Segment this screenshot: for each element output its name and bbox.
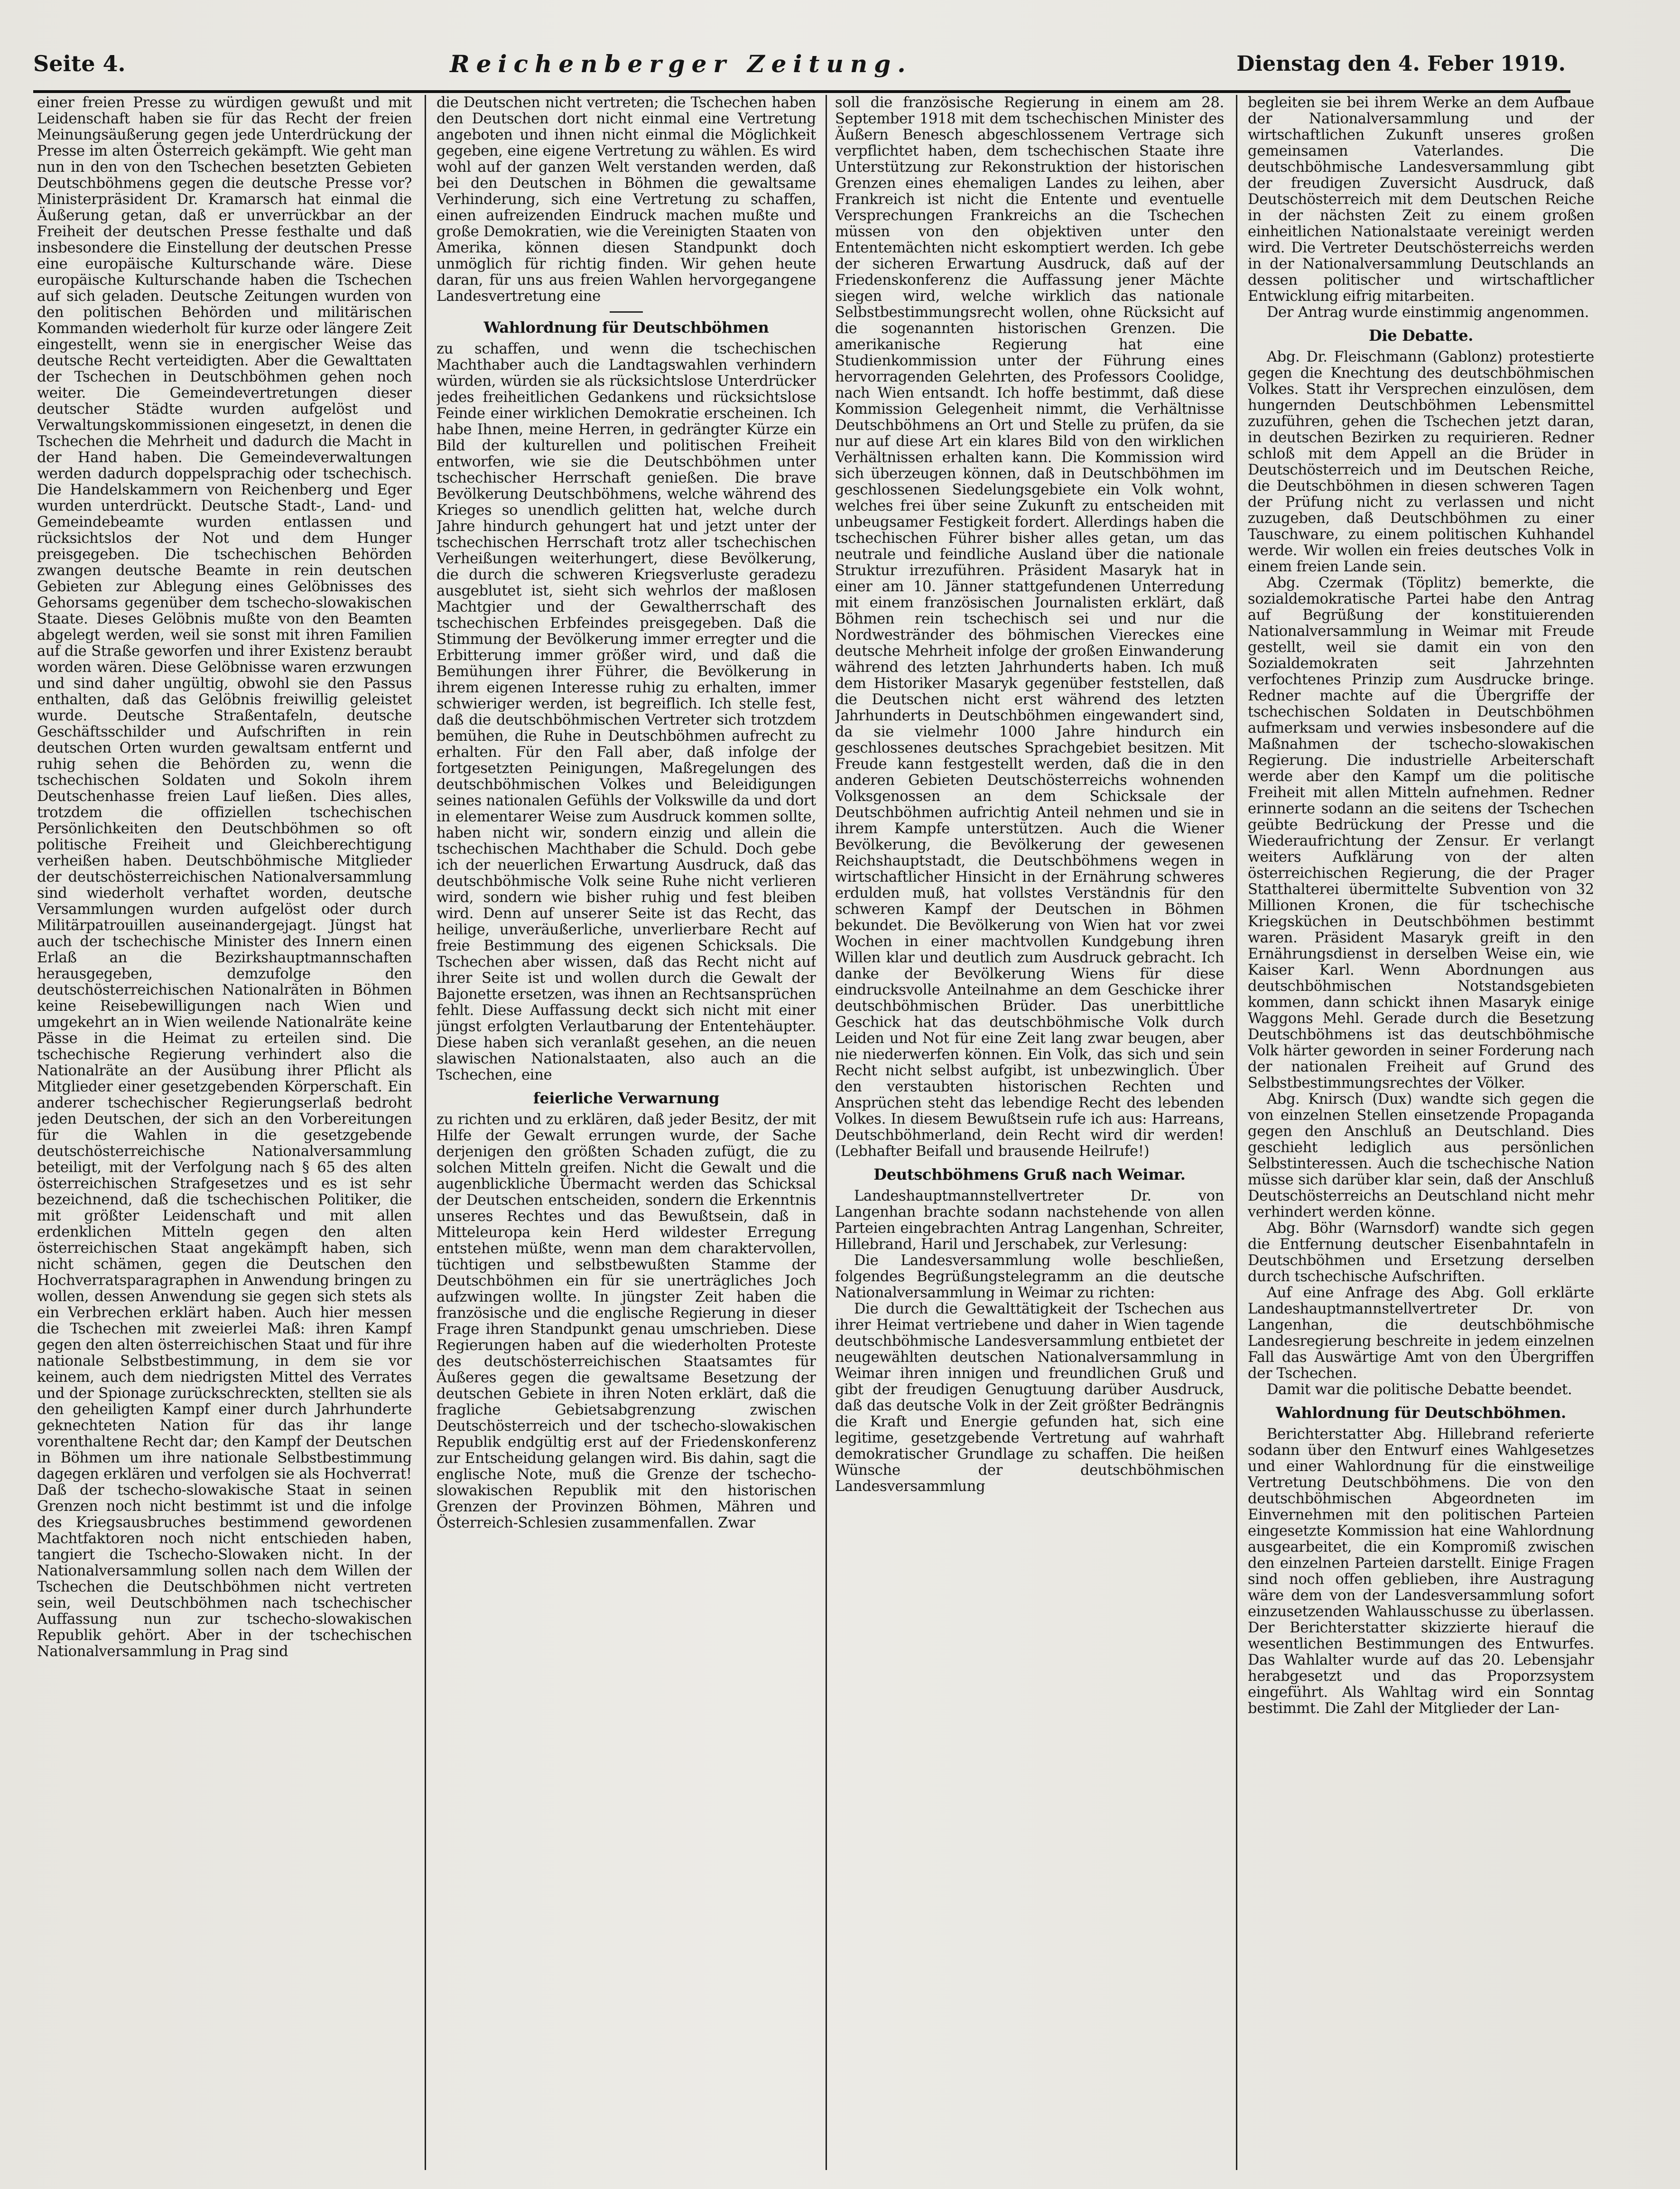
section-heading: Deutschböhmens Gruß nach Weimar.: [873, 1165, 1186, 1183]
section-heading: Wahlordnung für Deutschböhmen: [483, 318, 769, 336]
issue-date: Dienstag den 4. Feber 1919.: [1236, 51, 1566, 76]
section-heading: Wahlordnung für Deutschböhmen.: [1276, 1404, 1566, 1422]
telegram-paragraph: Die durch die Gewalttätigkeit der Tschechen aus ihrer Heimat vertriebene und daher in Wien tagende deutschböhmische Landesversammlung entbietet der neugewählten deutschen Nationalversammlung in Weimar ihren innigen und freundlichen Gruß und gibt der freudigen Genugtuung darüber Ausdruck, daß das deutsche Volk in der Zeit größter Bedrängnis die Kraft und Energie gefunden hat, sich eine legitime, gesetzgebende Vertretung auf wahrhaft demokratischer Grundlage zu schaffen. Die heißen Wünsche der deutschböhmischen Landesversammlung: [835, 1301, 1224, 1495]
article-paragraph: zu richten und zu erklären, daß jeder Besitz, der mit Hilfe der Gewalt errungen wurde, der Sache derjenigen den größten Schaden zufügt, die zu solchen Mitteln greifen. Nicht die Gewalt und die augenblickliche Übermacht werden das Schicksal der Deutschen entscheiden, sondern die Erkenntnis unseres Rechtes und das Bewußtsein, daß in Mitteleuropa kein Herd wildester Erregung entstehen müßte, wenn man dem charaktervollen, tüchtigen und selbstbewußten Stamme der Deutschböhmen ein für sie unerträgliches Joch aufzwingen wollte. In jüngster Zeit haben die französische und die englische Regierung in dieser Frage ihren Standpunkt genau umschrieben. Diese Regierungen haben auf die wiederholten Proteste des deutschösterreichischen Staatsamtes für Äußeres gegen die gewaltsame Besetzung der deutschen Gebiete in ihren Noten erklärt, daß die fragliche Gebietsabgrenzung zwischen Deutschösterreich und der tschecho-slowakischen Republik endgültig erst auf der Friedenskonferenz zur Entscheidung gelangen wird. Bis dahin, sagt die englische Note, muß die Grenze der tschecho-slowakischen Republik mit den historischen Grenzen der Provinzen Böhmen, Mähren und Österreich-Schlesien zusammenfallen. Zwar: [436, 1111, 816, 1531]
column-1: [37, 95, 412, 2170]
article-paragraph: einer freien Presse zu würdigen gewußt und mit Leidenschaft haben sie für das Recht der freien Meinungsäußerung gegen jede Unterdrückung der Presse im alten Österreich gekämpft. Wie geht man nun in den von den Tschechen besetzten Gebieten Deutschböhmens gegen die deutsche Presse vor? Ministerpräsident Dr. Kramarsch hat einmal die Äußerung getan, daß er unverrückbar an der Freiheit der deutschen Presse festhalte und daß insbesondere die Einstellung der deutschen Presse eine europäische Kulturschande wäre. Diese europäische Kulturschande haben die Tschechen auf sich geladen. Deutsche Zeitungen wurden von den politischen Behörden und militärischen Kommanden wiederholt für kurze oder längere Zeit eingestellt, wenn sie in energischer Weise das deutsche Recht verteidigten. Aber die Gewalttaten der Tschechen in Deutschböhmen gehen noch weiter. Die Gemeindevertretungen dieser deutscher Städte wurden aufgelöst und Verwaltungskommissionen eingesetzt, in denen die Tschechen die Mehrheit und dadurch die Macht in der Hand haben. Die Gemeindeverwaltungen werden dadurch doppelsprachig oder tschechisch. Die Handelskammern von Reichenberg und Eger wurden unterdrückt. Deutsche Stadt-, Land- und Gemeindebeamte wurden entlassen und rücksichtslos der Not und dem Hunger preisgegeben. Die tschechischen Behörden zwangen deutsche Beamte in rein deutschen Gebieten zur Ablegung eines Gelöbnisses des Gehorsams gegenüber dem tschecho-slowakischen Staate. Dieses Gelöbnis mußte von den Beamten abgelegt werden, weil sie sonst mit ihren Familien auf die Straße geworfen und ihrer Existenz beraubt worden wären. Diese Gelöbnisse waren erzwungen und sind daher ungültig, obwohl sie den Passus enthalten, daß das Gelöbnis freiwillig geleistet wurde. Deutsche Straßentafeln, deutsche Geschäftsschilder und Aufschriften in rein deutschen Orten wurden gewaltsam entfernt und ruhig sehen die Behörden zu, wenn die tschechischen Soldaten und Sokoln ihrem Deutschenhasse freien Lauf ließen. Dies alles, trotzdem die offiziellen tschechischen Persönlichkeiten den Deutschböhmen so oft politische Freiheit und Gleichberechtigung verheißen haben. Deutschböhmische Mitglieder der deutschösterreichischen Nationalversammlung sind wiederholt verhaftet worden, deutsche Versammlungen wurden aufgelöst oder durch Militärpatrouillen auseinandergejagt. Jüngst hat auch der tschechische Minister des Innern einen Erlaß an die Bezirkshauptmannschaften herausgegeben, demzufolge den deutschösterreichischen Nationalräten in Böhmen keine Reisebewilligungen nach Wien und umgekehrt an in Wien weilende Nationalräte keine Pässe in die Heimat zu erteilen sind. Die tschechische Regierung verhindert also die Nationalräte an der Ausübung ihrer Pflicht als Mitglieder einer gesetzgebenden Körperschaft. Ein anderer tschechischer Regierungserlaß bedroht jeden Deutschen, der sich an den Vorbereitungen für die Wahlen in die gesetzgebende deutschösterreichische Nationalversammlung beteiligt, mit der Verfolgung nach § 65 des alten österreichischen Strafgesetzes und es ist sehr bezeichnend, daß die tschechischen Politiker, die mit größter Leidenschaft und mit allen erdenklichen Mitteln gegen den alten österreichischen Staat angekämpft haben, sich nicht schämen, gegen die Deutschen den Hochverratsparagraphen in Anwendung bringen zu wollen, dessen Anwendung sie gegen sich stets als ein Verbrechen erklärt haben. Auch hier messen die Tschechen mit zweierlei Maß: ihren Kampf gegen den alten österreichischen Staat und für ihre nationale Selbstbestimmung, in dem sie vor keinem, auch dem niedrigsten Mittel des Verrates und der Spionage zurückschreckten, stellten sie als den geheiligten Kampf einer durch Jahrhunderte geknechteten Nation für das ihr lange vorenthaltene Recht dar; den Kampf der Deutschen in Böhmen um ihre nationale Selbstbestimmung dagegen erklären und verfolgen sie als Hochverrat! Daß der tschecho-slowakische Staat in seinen Grenzen noch nicht bestimmt ist und die infolge des Kriegsausbruches bestimmend gewordenen Machtfaktoren noch nicht entschieden haben, tangiert die Tschecho-Slowaken nicht. In der Nationalversammlung sollen nach dem Willen der Tschechen die Deutschböhmen nicht vertreten sein, weil Deutschböhmen nach tschechischer Auffassung nun zur tschecho-slowakischen Republik gehört. Aber in der tschechischen Nationalversammlung in Prag sind: [37, 95, 412, 1660]
section-heading: Die Debatte.: [1368, 326, 1474, 345]
article-paragraph: Damit war die politische Debatte beendet.: [1267, 1381, 1572, 1398]
header-rule: [33, 90, 1570, 93]
article-paragraph: begleiten sie bei ihrem Werke an dem Aufbaue der Nationalversammlung und der wirtschaftlichen Zukunft unseres großen gemeinsamen Vaterlandes. Die deutschböhmische Landesversammlung gibt der freudigen Zuversicht Ausdruck, daß Deutschösterreich mit dem Deutschen Reiche in der nächsten Zeit zu einem großen einheitlichen Nationalstaate vereinigt werden wird. Die Vertreter Deutschösterreichs werden in der Nationalversammlung Deutschlands an dessen politischer und wirtschaftlicher Entwicklung eifrig mitarbeiten.: [1248, 95, 1594, 305]
article-paragraph: Die Landesversammlung wolle beschließen, folgendes Begrüßungstelegramm an die deutsche Nationalversammlung in Weimar zu richten:: [835, 1252, 1224, 1301]
article-paragraph: Berichterstatter Abg. Hillebrand referierte sodann über den Entwurf eines Wahlgesetzes und einer Wahlordnung für die einstweilige Vertretung Deutschböhmens. Die von den deutschböhmischen Abgeordneten im Einvernehmen mit den politischen Parteien eingesetzte Kommission hat eine Wahlordnung ausgearbeitet, die ein Kompromiß zwischen den einzelnen Parteien darstellt. Einige Fragen sind noch offen geblieben, ihre Austragung wäre dem von der Landesversammlung sofort einzusetzenden Wahlausschusse zu überlassen. Der Berichterstatter skizzierte hierauf die wesentlichen Bestimmungen des Entwurfes. Das Wahlalter wurde auf das 20. Lebensjahr herabgesetzt und das Proporzsystem eingeführt. Als Wahltag wird ein Sonntag bestimmt. Die Zahl der Mitglieder der Lan-: [1248, 1426, 1594, 1717]
article-paragraph: Abg. Dr. Fleischmann (Gablonz) protestierte gegen die Knechtung des deutschböhmischen Volkes. Statt ihr Versprechen einzulösen, dem hungernden Deutschböhmen Lebensmittel zuzuführen, gehen die Tschechen jetzt daran, in deutschen Bezirken zu requirieren. Redner schloß mit dem Appell an die Brüder in Deutschösterreich und im Deutschen Reiche, die Deutschböhmen in diesen schweren Tagen der Prüfung nicht zu verlassen und nicht zuzugeben, daß Deutschböhmen zu einer Tauschware, zu einem politischen Kuhhandel werde. Wir wollen ein freies deutsches Volk in einem freien Lande sein.: [1248, 349, 1594, 575]
column-2: [436, 95, 816, 2170]
article-paragraph: Auf eine Anfrage des Abg. Goll erklärte Landeshauptmannstellvertreter Dr. von Langenhan, die deutschböhmische Landesregierung beschreite in jedem einzelnen Fall das Auswärtige Amt von den Übergriffen der Tschechen.: [1248, 1285, 1594, 1382]
article-paragraph: soll die französische Regierung in einem am 28. September 1918 mit dem tschechischen Minister des Äußern Benesch abgeschlossenem Vertrage sich verpflichtet haben, dem tschechischen Staate ihre Unterstützung zur Rekonstruktion der historischen Grenzen eines ehemaligen Landes zu leihen, aber Frankreich ist nicht die Entente und eventuelle Versprechungen Frankreichs an die Tschechen müssen von den objektiven unter den Ententemächten nicht eskomptiert werden. Ich gebe der sicheren Erwartung Ausdruck, daß auf der Friedenskonferenz die Auffassung jener Mächte siegen wird, welche wirklich das nationale Selbstbestimmungsrecht wollen, ohne Rücksicht auf die sogenannten historischen Grenzen. Die amerikanische Regierung hat eine Studienkommission unter der Führung eines hervorragenden Gelehrten, des Professors Coolidge, nach Wien entsandt. Ich hoffe bestimmt, daß diese Kommission Gelegenheit nimmt, die Verhältnisse Deutschböhmens an Ort und Stelle zu prüfen, da sie nur auf diese Art ein klares Bild von den wirklichen Verhältnissen erhalten kann. Die Kommission wird sich überzeugen können, daß in Deutschböhmen im geschlossenen Siedelungsgebiete ein Volk wohnt, welches frei über seine Zukunft zu entscheiden mit unbeugsamer Festigkeit fordert. Allerdings haben die tschechischen Führer bisher alles getan, um das neutrale und feindliche Ausland über die nationale Struktur irrezuführen. Präsident Masaryk hat in einer am 10. Jänner stattgefundenen Unterredung mit einem französischen Journalisten erklärt, daß Böhmen rein tschechisch sei und nur die Nordwestränder des böhmischen Viereckes eine deutsche Mehrheit infolge der großen Einwanderung während des letzten Jahrhunderts haben. Ich muß dem Historiker Masaryk gegenüber feststellen, daß die Deutschen nicht erst während des letzten Jahrhunderts in Deutschböhmen eingewandert sind, da sie vielmehr 1000 Jahre hindurch ein geschlossenes deutsches Sprachgebiet besitzen. Mit Freude kann festgestellt werden, daß die in den anderen Gebieten Deutschösterreichs wohnenden Volksgenossen an dem Schicksale der Deutschböhmen aufrichtig Anteil nehmen und sie in ihrem Kampfe unterstützen. Auch die Wiener Bevölkerung, die Bevölkerung der gewesenen Reichshauptstadt, die Deutschböhmens wegen in wirtschaftlicher Hinsicht in der Ernährung schweres erdulden muß, hat vollstes Verständnis für den schweren Kampf der Deutschen in Böhmen bekundet. Die Bevölkerung von Wien hat vor zwei Wochen in einer machtvollen Kundgebung ihren Willen klar und deutlich zum Ausdruck gebracht. Ich danke der Bevölkerung Wiens für diese eindrucksvolle Anteilnahme an dem Geschicke ihrer deutschböhmischen Brüder. Das unerbittliche Geschick hat das deutschböhmische Volk durch Leiden und Not für eine Zeit lang zwar beugen, aber nie niederwerfen können. Ein Volk, das sich und sein Recht nicht selbst aufgibt, ist unbezwinglich. Über den verstaubten historischen Rechten und Ansprüchen steht das lebendige Recht des lebenden Volkes. In diesem Bewußtsein rufe ich aus: Harreans, Deutschböhmerland, dein Recht wird dir werden! (Lebhafter Beifall und brausende Heilrufe!): [835, 95, 1224, 1160]
article-paragraph: Abg. Czermak (Töplitz) bemerkte, die sozialdemokratische Partei habe den Antrag auf Begrüßung der konstituierenden Nationalversammlung in Weimar mit Freude gestellt, weil sie damit ein von den Sozialdemokraten seit Jahrzehnten verfochtenes Prinzip zum Ausdrucke bringe. Redner machte auf die Übergriffe der tschechischen Soldaten in Deutschböhmen aufmerksam und verwies insbesondere auf die Maßnahmen der tschecho-slowakischen Regierung. Die industrielle Arbeiterschaft werde aber den Kampf um die politische Freiheit mit allen Mitteln aufnehmen. Redner erinnerte sodann an die seitens der Tschechen geübte Bedrückung der Presse und die Wiederaufrichtung der Zensur. Er verlangt weiters Aufklärung von der alten österreichischen Regierung, die der Prager Statthalterei übermittelte Subvention von 32 Millionen Kronen, die für tschechische Kriegsküchen in Deutschböhmen bestimmt waren. Präsident Masaryk greift in den Ernährungsdienst in derselben Weise ein, wie Kaiser Karl. Wenn Abordnungen aus deutschböhmischen Notstandsgebieten kommen, dann schickt ihnen Masaryk einige Waggons Mehl. Gerade durch die Besetzung Deutschböhmens ist das deutschböhmische Volk härter geworden in seiner Forderung nach der nationalen Freiheit auf Grund des Selbstbestimmungsrechtes der Völker.: [1248, 575, 1594, 1091]
article-paragraph: Abg. Böhr (Warnsdorf) wandte sich gegen die Entfernung deutscher Eisenbahntafeln in Deutschböhmen und Ersetzung derselben durch tschechische Aufschriften.: [1248, 1220, 1594, 1285]
section-divider: [610, 311, 643, 313]
column-3: [835, 95, 1224, 2170]
article-paragraph: Landeshauptmannstellvertreter Dr. von Langenhan brachte sodann nachstehende von allen Parteien eingebrachten Antrag Langenhan, Schreiter, Hillebrand, Haril und Jerschabek, zur Verlesung:: [835, 1188, 1224, 1253]
column-divider: [425, 95, 426, 2170]
column-4: [1248, 95, 1594, 2170]
masthead: [33, 40, 1566, 87]
newspaper-title: Reichenberger Zeitung.: [450, 49, 912, 78]
section-heading: feierliche Verwarnung: [533, 1089, 720, 1107]
article-paragraph: Der Antrag wurde einstimmig angenommen.: [1267, 304, 1589, 321]
article-paragraph: Abg. Knirsch (Dux) wandte sich gegen die von einzelnen Stellen einsetzende Propaganda gegen den Anschluß an Deutschland. Dies geschieht lediglich aus persönlichen Selbstinteressen. Auch die tschechische Nation müsse sich darüber klar sein, daß der Anschluß Deutschösterreichs an Deutschland nicht mehr verhindert werden könne.: [1248, 1091, 1594, 1220]
article-paragraph: zu schaffen, und wenn die tschechischen Machthaber auch die Landtagswahlen verhindern würden, würden sie als rücksichtslose Unterdrücker jedes freiheitlichen Gedankens und rücksichtslose Feinde einer wirklichen Demokratie erscheinen. Ich habe Ihnen, meine Herren, in gedrängter Kürze ein Bild der kulturellen und politischen Freiheit entworfen, wie sie die Deutschböhmen unter tschechischer Herrschaft genießen. Die brave Bevölkerung Deutschböhmens, welche während des Krieges so unendlich gelitten hat, welche durch Jahre hindurch gehungert hat und jetzt unter der tschechischen Herrschaft trotz aller tschechischen Verheißungen weiterhungert, diese Bevölkerung, die durch die schweren Kriegsverluste geradezu ausgeblutet ist, sieht sich wehrlos der maßlosen Machtgier und der Gewaltherrschaft des tschechischen Erbfeindes preisgegeben. Daß die Stimmung der Bevölkerung immer erregter und die Erbitterung immer größer wird, und daß die Bemühungen ihrer Führer, die Bevölkerung in ihrem eigenen Interesse ruhig zu erhalten, immer schwieriger werden, ist begreiflich. Ich stelle fest, daß die deutschböhmischen Vertreter sich trotzdem bemühen, die Ruhe in Deutschböhmen aufrecht zu erhalten. Für den Fall aber, daß infolge der fortgesetzten Peinigungen, Maßregelungen des deutschböhmischen Volkes und Beleidigungen seines nationalen Gefühls der Volkswille da und dort in elementarer Weise zum Ausdruck kommen sollte, haben nicht wir, sondern einzig und allein die tschechischen Machthaber die Schuld. Doch gebe ich der neuerlichen Erwartung Ausdruck, daß das deutschböhmische Volk seine Ruhe nicht verlieren wird, sondern wie bisher ruhig und fest bleiben wird. Denn auf unserer Seite ist das Recht, das heilige, unveräußerliche, unverlierbare Recht auf freie Bestimmung des eigenen Schicksals. Die Tschechen aber wissen, daß das Recht nicht auf ihrer Seite ist und wollen durch die Gewalt der Bajonette ersetzen, was ihnen an Rechtsansprüchen fehlt. Diese Auffassung deckt sich nicht mit einer jüngst erfolgten Verlautbarung der Ententehäupter. Diese haben sich veranlaßt gesehen, an die neuen slawischen Nationalstaaten, also auch an die Tschechen, eine: [436, 341, 816, 1083]
column-divider: [826, 95, 827, 2170]
page-number: Seite 4.: [33, 51, 126, 76]
column-divider: [1236, 95, 1237, 2170]
article-paragraph: die Deutschen nicht vertreten; die Tschechen haben den Deutschen dort nicht einmal eine Vertretung angeboten und ihnen nicht einmal die Möglichkeit gegeben, eine eigene Vertretung zu wählen. Es wird wohl auf der ganzen Welt verstanden werden, daß bei den Deutschen in Böhmen die gewaltsame Verhinderung, sich eine Vertretung zu schaffen, einen aufreizenden Eindruck machen mußte und große Demokratien, wie die Vereinigten Staaten von Amerika, können diesen Standpunkt doch unmöglich für richtig finden. Wir gehen heute daran, für uns aus freien Wahlen hervorgegangene Landesvertretung eine: [436, 95, 816, 305]
